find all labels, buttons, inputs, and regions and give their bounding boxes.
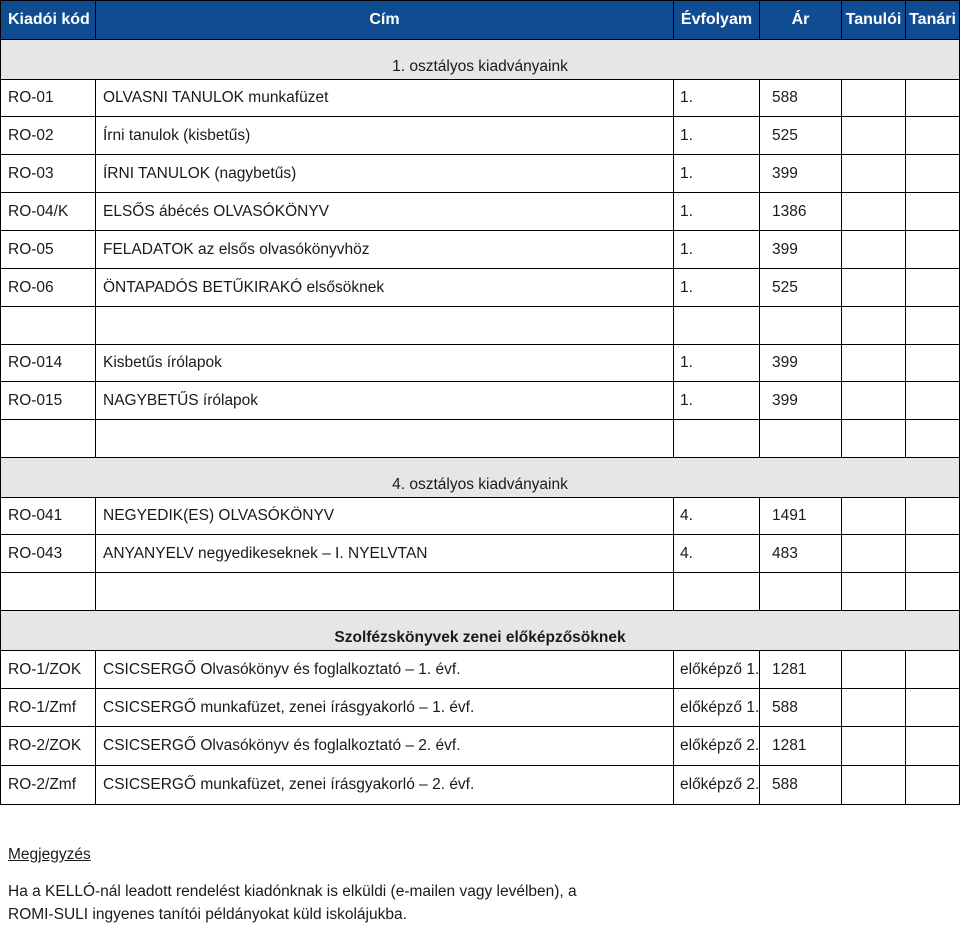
header-price: Ár [760, 1, 842, 39]
row-grade: előképző 1. [674, 689, 760, 726]
teacher-qty-cell[interactable] [906, 269, 960, 306]
row-title: FELADATOK az elsős olvasókönyvhöz [96, 231, 674, 268]
teacher-qty-cell[interactable] [906, 498, 960, 534]
header-code: Kiadói kód [0, 1, 96, 39]
row-grade: 4. [674, 498, 760, 534]
table-row [0, 80, 960, 117]
row-title: Kisbetűs írólapok [96, 345, 674, 381]
row-code: RO-05 [0, 231, 96, 268]
teacher-qty-cell[interactable] [906, 420, 960, 457]
row-grade: előképző 1. [674, 651, 760, 688]
row-title [96, 573, 674, 610]
row-grade: 1. [674, 117, 760, 154]
row-grade: előképző 2. [674, 727, 760, 765]
row-code [0, 573, 96, 610]
teacher-qty-cell[interactable] [906, 766, 960, 804]
student-qty-cell[interactable] [842, 535, 906, 572]
row-code: RO-014 [0, 345, 96, 381]
table-row [0, 651, 960, 689]
note-line-2: ROMI-SULI ingyenes tanítói példányokat küld iskolájukba. [8, 906, 407, 923]
student-qty-cell[interactable] [842, 573, 906, 610]
row-price: 1281 [760, 651, 842, 688]
teacher-qty-cell[interactable] [906, 80, 960, 116]
row-price: 399 [760, 345, 842, 381]
table-row [0, 345, 960, 382]
table-row [0, 382, 960, 420]
row-code: RO-041 [0, 498, 96, 534]
section-header-solfege [0, 611, 960, 651]
teacher-qty-cell[interactable] [906, 117, 960, 154]
teacher-qty-cell[interactable] [906, 651, 960, 688]
row-price: 588 [760, 766, 842, 804]
row-price: 588 [760, 689, 842, 726]
row-code: RO-01 [0, 80, 96, 116]
table-row [0, 727, 960, 766]
row-title: Írni tanulok (kisbetűs) [96, 117, 674, 154]
row-code: RO-1/Zmf [0, 689, 96, 726]
table-row [0, 689, 960, 727]
teacher-qty-cell[interactable] [906, 193, 960, 230]
table-row [0, 155, 960, 193]
row-price: 588 [760, 80, 842, 116]
row-grade: 1. [674, 155, 760, 192]
table-row-empty [0, 420, 960, 458]
teacher-qty-cell[interactable] [906, 535, 960, 572]
student-qty-cell[interactable] [842, 117, 906, 154]
teacher-qty-cell[interactable] [906, 727, 960, 765]
row-price: 525 [760, 269, 842, 306]
teacher-qty-cell[interactable] [906, 307, 960, 344]
student-qty-cell[interactable] [842, 193, 906, 230]
row-price: 399 [760, 382, 842, 419]
row-grade [674, 307, 760, 344]
header-title: Cím [96, 1, 674, 39]
note-title: Megjegyzés [8, 846, 91, 863]
row-title: CSICSERGŐ munkafüzet, zenei írásgyakorló – 1. évf. [96, 689, 674, 726]
student-qty-cell[interactable] [842, 766, 906, 804]
row-title: ELSŐS ábécés OLVASÓKÖNYV [96, 193, 674, 230]
row-title [96, 420, 674, 457]
header-teacher: Tanári [906, 1, 960, 39]
header-grade: Évfolyam [674, 1, 760, 39]
row-code [0, 307, 96, 344]
row-code: RO-06 [0, 269, 96, 306]
section-title: Szolfézskönyvek zenei előképzősöknek [334, 629, 626, 646]
row-price [760, 307, 842, 344]
teacher-qty-cell[interactable] [906, 345, 960, 381]
row-title: NAGYBETŰS írólapok [96, 382, 674, 419]
row-price: 399 [760, 155, 842, 192]
row-price: 525 [760, 117, 842, 154]
section-header-grade1 [0, 40, 960, 80]
row-grade: 1. [674, 269, 760, 306]
row-price: 1386 [760, 193, 842, 230]
row-title: ANYANYELV negyedikeseknek – I. NYELVTAN [96, 535, 674, 572]
table-row [0, 193, 960, 231]
row-price: 399 [760, 231, 842, 268]
row-grade: 1. [674, 382, 760, 419]
student-qty-cell[interactable] [842, 382, 906, 419]
row-code: RO-03 [0, 155, 96, 192]
row-price [760, 420, 842, 457]
student-qty-cell[interactable] [842, 155, 906, 192]
note-area [8, 846, 577, 926]
row-code [0, 420, 96, 457]
student-qty-cell[interactable] [842, 420, 906, 457]
row-grade: 1. [674, 231, 760, 268]
section-title: 4. osztályos kiadványaink [392, 476, 568, 493]
row-code: RO-043 [0, 535, 96, 572]
row-title: NEGYEDIK(ES) OLVASÓKÖNYV [96, 498, 674, 534]
teacher-qty-cell[interactable] [906, 231, 960, 268]
row-grade [674, 420, 760, 457]
row-title: CSICSERGŐ Olvasókönyv és foglalkoztató – 2. évf. [96, 727, 674, 765]
teacher-qty-cell[interactable] [906, 573, 960, 610]
row-title: OLVASNI TANULOK munkafüzet [96, 80, 674, 116]
teacher-qty-cell[interactable] [906, 689, 960, 726]
teacher-qty-cell[interactable] [906, 382, 960, 419]
row-code: RO-2/Zmf [0, 766, 96, 804]
row-grade: 4. [674, 535, 760, 572]
student-qty-cell[interactable] [842, 727, 906, 765]
table-row [0, 535, 960, 573]
header-student: Tanulói [842, 1, 906, 39]
row-code: RO-1/ZOK [0, 651, 96, 688]
row-grade: 1. [674, 80, 760, 116]
row-title: ÖNTAPADÓS BETŰKIRAKÓ elsősöknek [96, 269, 674, 306]
row-code: RO-015 [0, 382, 96, 419]
row-price [760, 573, 842, 610]
row-title: CSICSERGŐ munkafüzet, zenei írásgyakorló – 2. évf. [96, 766, 674, 804]
row-grade: előképző 2. [674, 766, 760, 804]
student-qty-cell[interactable] [842, 689, 906, 726]
row-code: RO-04/K [0, 193, 96, 230]
student-qty-cell[interactable] [842, 80, 906, 116]
student-qty-cell[interactable] [842, 651, 906, 688]
table-row [0, 766, 960, 805]
table-row [0, 231, 960, 269]
row-title: CSICSERGŐ Olvasókönyv és foglalkoztató – 1. évf. [96, 651, 674, 688]
table-header [0, 0, 960, 40]
row-title [96, 307, 674, 344]
table-row [0, 498, 960, 535]
student-qty-cell[interactable] [842, 269, 906, 306]
row-price: 1281 [760, 727, 842, 765]
table-row [0, 269, 960, 307]
student-qty-cell[interactable] [842, 231, 906, 268]
table-row-empty [0, 573, 960, 611]
section-title: 1. osztályos kiadványaink [392, 58, 568, 75]
row-grade: 1. [674, 345, 760, 381]
row-grade [674, 573, 760, 610]
teacher-qty-cell[interactable] [906, 155, 960, 192]
row-price: 1491 [760, 498, 842, 534]
row-price: 483 [760, 535, 842, 572]
student-qty-cell[interactable] [842, 345, 906, 381]
student-qty-cell[interactable] [842, 307, 906, 344]
section-header-grade4 [0, 458, 960, 498]
student-qty-cell[interactable] [842, 498, 906, 534]
table-row-empty [0, 307, 960, 345]
row-grade: 1. [674, 193, 760, 230]
table-row [0, 117, 960, 155]
row-code: RO-02 [0, 117, 96, 154]
row-title: ÍRNI TANULOK (nagybetűs) [96, 155, 674, 192]
row-code: RO-2/ZOK [0, 727, 96, 765]
note-line-1: Ha a KELLÓ-nál leadott rendelést kiadónknak is elküldi (e-mailen vagy levélben), a [8, 883, 577, 900]
